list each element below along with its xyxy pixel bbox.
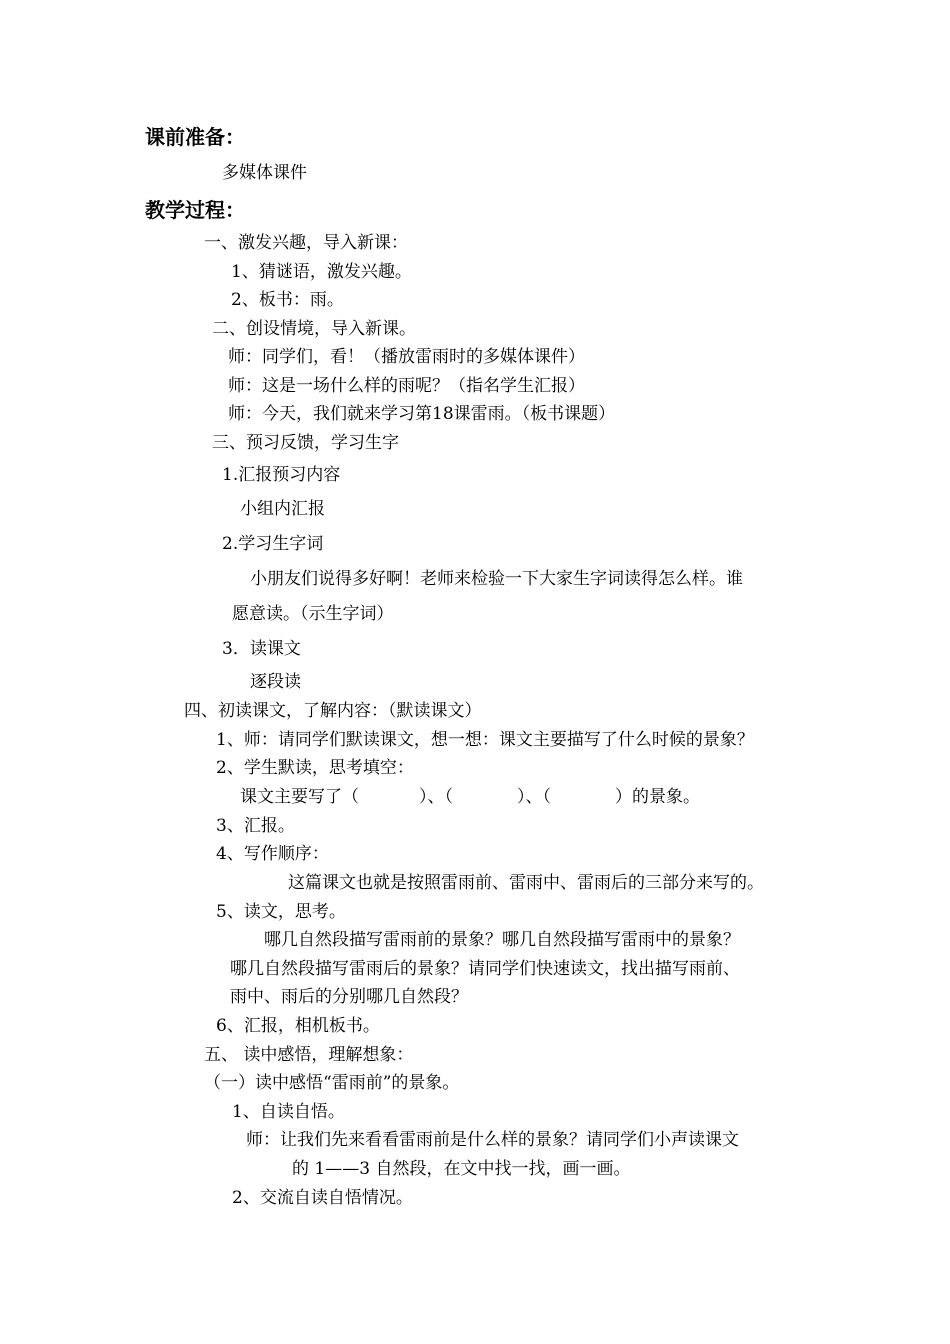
section-5-title: 五、 读中感悟，理解想象： — [204, 1045, 414, 1065]
section-2-line-3: 师：今天，我们就来学习第18课雷雨。（板书课题） — [228, 404, 616, 424]
section-1-item-2: 2、板书：雨。 — [231, 290, 344, 310]
section-4-item-2: 2、学生默读，思考填空： — [216, 758, 414, 778]
section-3-item-1-detail: 小组内汇报 — [240, 499, 325, 519]
fill-blank-part-2: ）、（ — [419, 787, 453, 807]
section-2-line-2: 师：这是一场什么样的雨呢？（指名学生汇报） — [228, 376, 585, 396]
section-3-item-3-detail: 逐段读 — [250, 672, 301, 692]
section-5-item-1-detail-1: 师：让我们先来看看雷雨前是什么样的景象？请同学们小声读课文 — [246, 1130, 739, 1150]
section-3-item-3: 3．读课文 — [222, 639, 301, 659]
section-4-item-5: 5、读文，思考。 — [216, 902, 346, 922]
section-4-fill-blank — [240, 786, 700, 808]
section-4-title: 四、初读课文，了解内容：（默读课文） — [184, 701, 482, 721]
section-3-item-2: 2.学习生字词 — [222, 534, 324, 554]
section-4-item-5-detail-3: 雨中、雨后的分别哪几自然段？ — [230, 987, 468, 1007]
fill-blank-part-1: 课文主要写了（ — [240, 787, 359, 807]
section-4-item-5-detail-1: 哪几自然段描写雷雨前的景象？哪几自然段描写雷雨中的景象？ — [264, 930, 740, 950]
prep-item: 多媒体课件 — [222, 163, 307, 183]
fill-blank-part-3: ）、（ — [517, 787, 551, 807]
heading-teaching-process: 教学过程： — [145, 198, 245, 222]
section-4-item-3: 3、汇报。 — [216, 816, 295, 836]
section-4-item-4: 4、写作顺序： — [216, 844, 329, 864]
heading-lesson-prep: 课前准备： — [145, 125, 245, 149]
section-3-item-1: 1.汇报预习内容 — [222, 465, 341, 485]
section-1-item-1: 1、猜谜语，激发兴趣。 — [231, 262, 412, 282]
section-3-item-2-detail-2: 愿意读。（示生字词） — [232, 604, 394, 624]
section-3-title: 三、预习反馈，学习生字 — [212, 433, 399, 453]
section-5-subsection-1: （一）读中感悟“雷雨前”的景象。 — [204, 1073, 460, 1093]
section-5-item-1: 1、自读自悟。 — [232, 1102, 345, 1122]
section-5-item-2: 2、交流自读自悟情况。 — [232, 1188, 413, 1208]
section-4-item-1: 1、师：请同学们默读课文，想一想：课文主要描写了什么时候的景象？ — [216, 730, 754, 750]
section-1-title: 一、激发兴趣，导入新课： — [204, 233, 408, 253]
section-2-line-1: 师：同学们，看！（播放雷雨时的多媒体课件） — [228, 347, 585, 367]
section-4-item-6: 6、汇报，相机板书。 — [216, 1016, 380, 1036]
section-5-item-1-detail-2: 的 1——3 自然段，在文中找一找，画一画。 — [292, 1159, 631, 1179]
fill-blank-part-4: ）的景象。 — [615, 787, 700, 807]
section-4-item-5-detail-2: 哪几自然段描写雷雨后的景象？请同学们快速读文，找出描写雨前、 — [230, 959, 740, 979]
section-2-title: 二、创设情境，导入新课。 — [212, 319, 416, 339]
section-3-item-2-detail-1: 小朋友们说得多好啊！老师来检验一下大家生字词读得怎么样。谁 — [250, 569, 743, 589]
section-4-item-4-detail: 这篇课文也就是按照雷雨前、雷雨中、雷雨后的三部分来写的。 — [288, 873, 764, 893]
